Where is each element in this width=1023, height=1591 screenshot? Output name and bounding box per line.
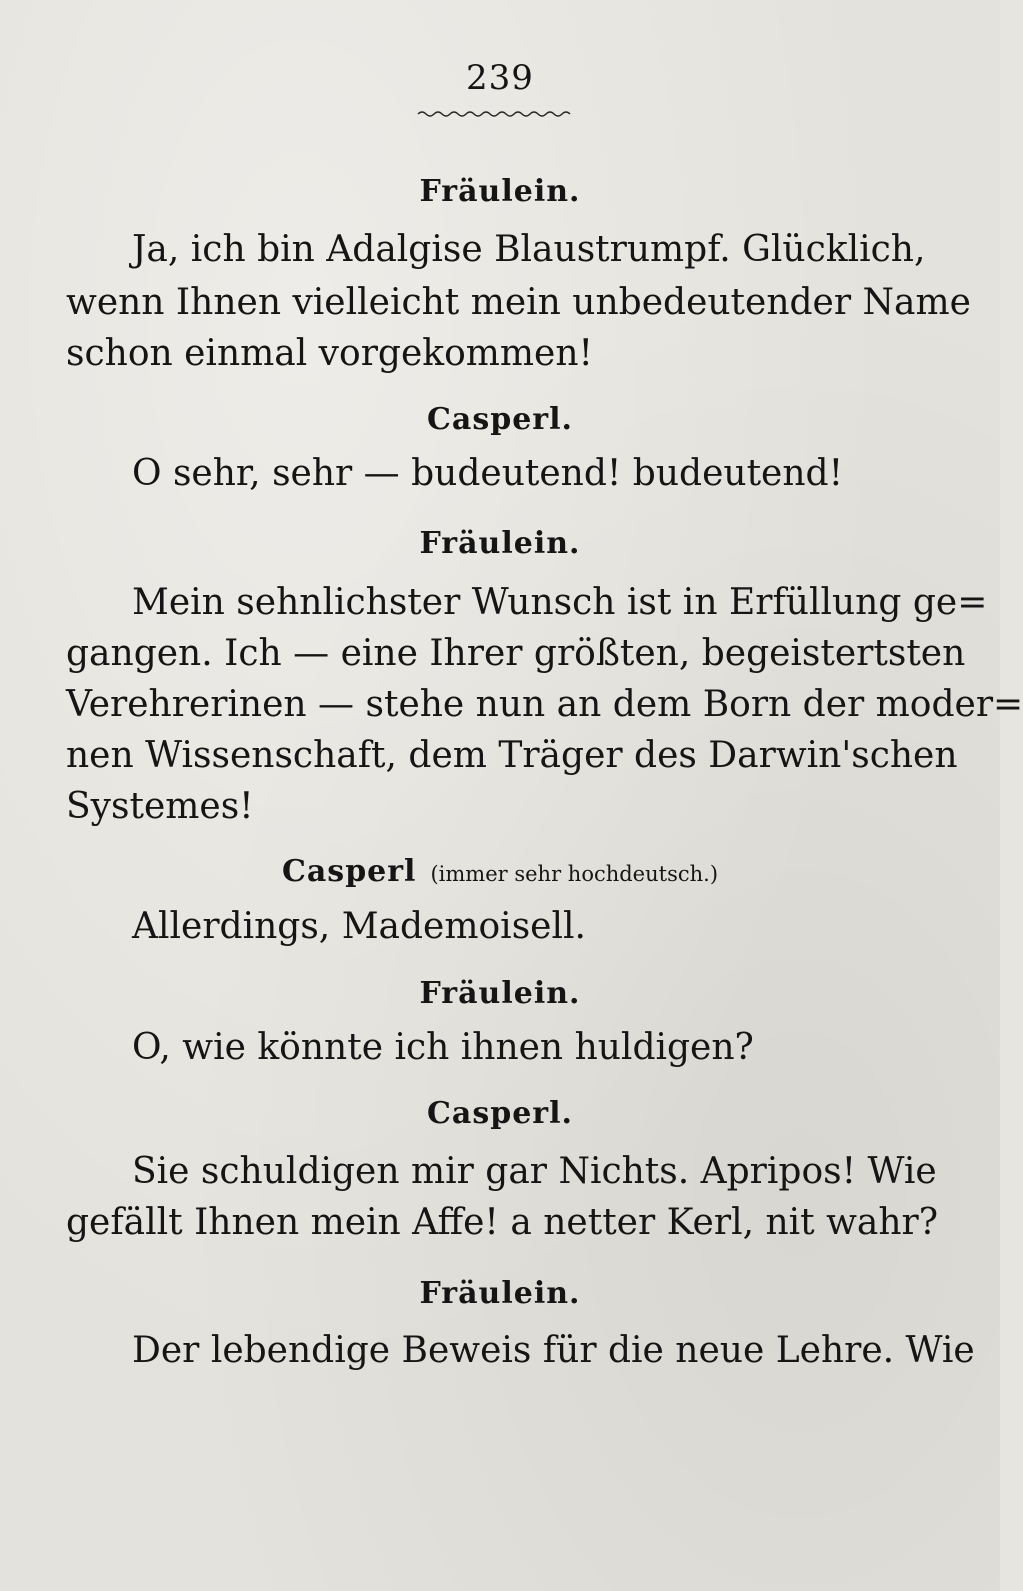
- dialogue-line: wenn Ihnen vielleicht mein unbedeutender Name: [66, 282, 971, 323]
- dialogue-line: Systemes!: [66, 786, 254, 827]
- speaker-heading: Fräulein.: [419, 976, 581, 1011]
- dialogue-line: Sie schuldigen mir gar Nichts. Apripos! Wie: [132, 1151, 937, 1192]
- dialogue-line: O, wie könnte ich ihnen huldigen?: [132, 1027, 754, 1068]
- stage-direction: (immer sehr hochdeutsch.): [430, 862, 719, 886]
- speaker-heading: Fräulein.: [419, 174, 581, 209]
- speaker-heading: Casperl.: [427, 402, 573, 437]
- page-number: 239: [466, 58, 534, 98]
- dialogue-line: O sehr, sehr — budeutend! budeutend!: [132, 453, 844, 494]
- speaker-heading: Fräulein.: [419, 526, 581, 561]
- dialogue-line: Mein sehnlichster Wunsch ist in Erfüllung ge=: [132, 582, 988, 623]
- wavy-rule-ornament: [416, 108, 572, 120]
- dialogue-line: schon einmal vorgekommen!: [66, 333, 593, 374]
- dialogue-line: Verehrerinen — stehe nun an dem Born der moder=: [66, 684, 1023, 725]
- dialogue-line: Allerdings, Mademoisell.: [132, 906, 586, 947]
- speaker-heading: [0, 854, 1000, 889]
- dialogue-line: nen Wissenschaft, dem Träger des Darwin'schen: [66, 735, 958, 776]
- dialogue-line: gefällt Ihnen mein Affe! a netter Kerl, nit wahr?: [66, 1202, 939, 1243]
- speaker-name: Casperl: [281, 854, 417, 889]
- dialogue-line: gangen. Ich — eine Ihrer größten, begeistertsten: [66, 633, 966, 674]
- speaker-heading: Casperl.: [427, 1096, 573, 1131]
- dialogue-line: Ja, ich bin Adalgise Blaustrumpf. Glücklich,: [132, 229, 926, 270]
- speaker-heading: Fräulein.: [419, 1276, 581, 1311]
- dialogue-line: Der lebendige Beweis für die neue Lehre. Wie: [132, 1330, 975, 1371]
